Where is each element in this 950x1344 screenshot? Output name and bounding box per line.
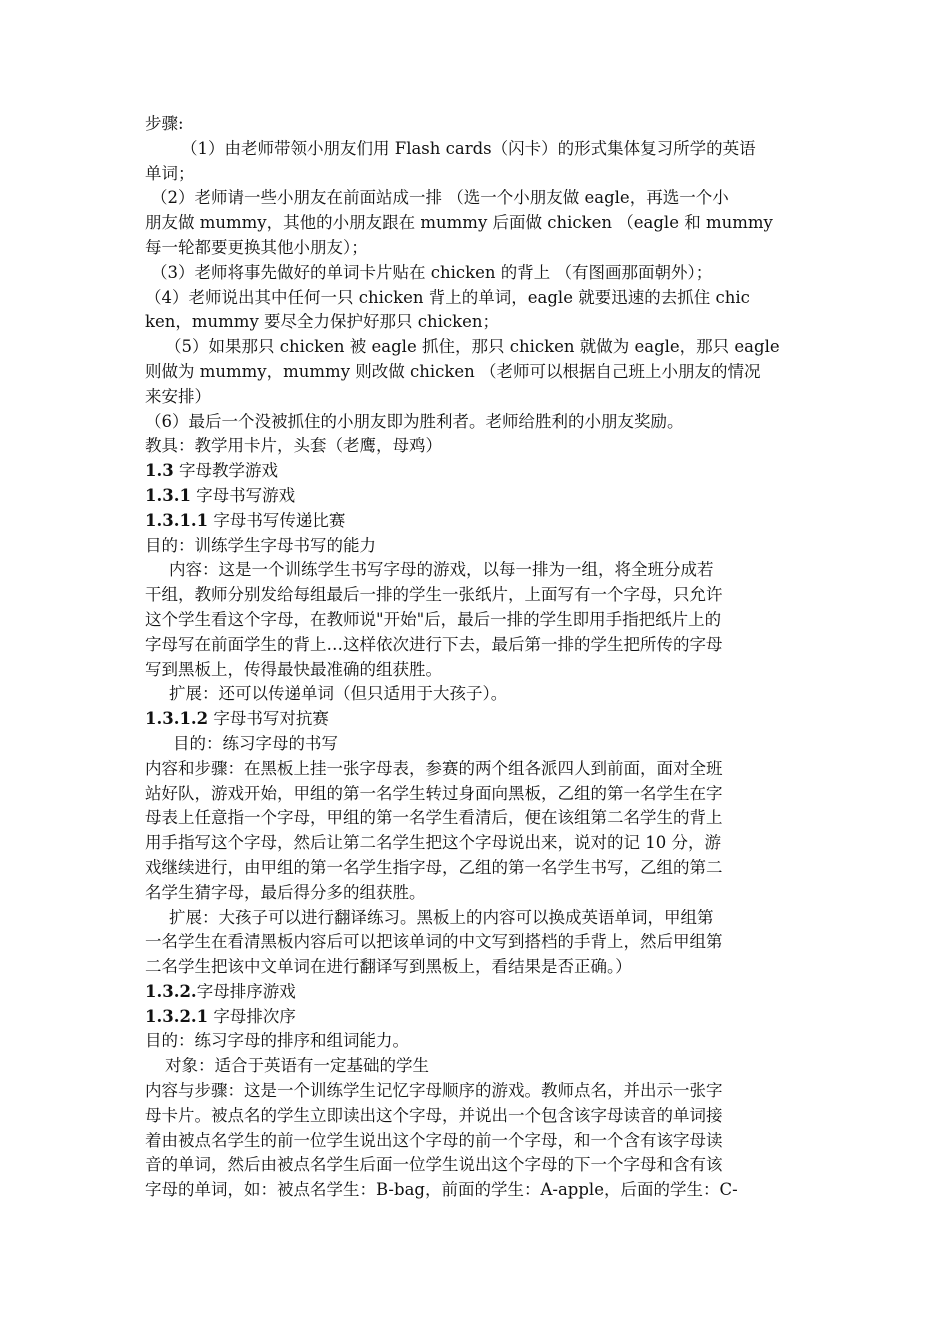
text-line: （6）最后一个没被抓住的小朋友即为胜利者。老师给胜利的小朋友奖励。 <box>145 411 684 431</box>
text-line: 一名学生在看清黑板内容后可以把该单词的中文写到搭档的手背上，然后甲组第 <box>145 932 723 952</box>
text-line: 写到黑板上，传得最快最准确的组获胜。 <box>145 659 442 679</box>
document-body <box>145 112 807 1203</box>
text-line: 目的：练习字母的排序和组词能力。 <box>145 1031 409 1051</box>
section-number: 1.3.1 <box>145 485 191 505</box>
text-line: 内容与步骤：这是一个训练学生记忆字母顺序的游戏。教师点名，并出示一张字 <box>145 1081 723 1101</box>
text-line: 母表上任意指一个字母，甲组的第一名学生看清后，便在该组第二名学生的背上 <box>145 808 723 828</box>
section-heading <box>145 707 807 732</box>
text-line: 名学生猜字母，最后得分多的组获胜。 <box>145 882 426 902</box>
text-line: 目的：训练学生字母书写的能力 <box>145 535 376 555</box>
section-heading <box>145 1005 807 1030</box>
section-number: 1.3.2.1 <box>145 1006 209 1026</box>
text-line: 字母的单词，如：被点名学生：B-bag，前面的学生：A-apple，后面的学生：C- <box>145 1180 738 1200</box>
text-line: （3）老师将事先做好的单词卡片贴在 chicken 的背上 （有图画那面朝外）； <box>151 262 713 282</box>
section-heading <box>145 484 807 509</box>
section-title: 字母书写对抗赛 <box>208 709 329 729</box>
text-line: 音的单词，然后由被点名学生后面一位学生说出这个字母的下一个字母和含有该 <box>145 1155 723 1175</box>
text-line: 每一轮都要更换其他小朋友）； <box>145 237 368 257</box>
text-line: 内容：这是一个训练学生书写字母的游戏，以每一排为一组，将全班分成若 <box>169 560 714 580</box>
section-heading <box>145 980 807 1005</box>
text-line: 戏继续进行，由甲组的第一名学生指字母，乙组的第一名学生书写，乙组的第二 <box>145 857 723 877</box>
text-line: 着由被点名学生的前一位学生说出这个字母的前一个字母，和一个含有该字母读 <box>145 1130 723 1150</box>
text-line: 干组，教师分别发给每组最后一排的学生一张纸片，上面写有一个字母，只允许 <box>145 585 723 605</box>
text-line: 单词； <box>145 163 195 183</box>
text-line: （5）如果那只 chicken 被 eagle 抓住，那只 chicken 就做为 eagle，那只 eagle <box>165 337 780 357</box>
text-line: （4）老师说出其中任何一只 chicken 背上的单词，eagle 就要迅速的去抓住 chic <box>145 287 750 307</box>
text-line: 步骤: <box>145 114 184 133</box>
section-title: 字母排序游戏 <box>196 981 296 1001</box>
text-line: 扩展：大孩子可以进行翻译练习。黑板上的内容可以换成英语单词，甲组第 <box>169 907 714 927</box>
section-number: 1.3.2. <box>145 981 197 1001</box>
section-title: 字母书写游戏 <box>190 485 296 505</box>
section-title: 字母教学游戏 <box>173 461 278 481</box>
section-title: 字母排次序 <box>208 1006 296 1026</box>
text-line: 朋友做 mummy，其他的小朋友跟在 mummy 后面做 chicken （eagle 和 mummy <box>145 213 773 233</box>
text-line: 来安排） <box>145 386 211 406</box>
section-number: 1.3.1.2 <box>145 709 209 729</box>
text-line: 教具：教学用卡片，头套（老鹰，母鸡） <box>145 436 442 456</box>
text-line: ken，mummy 要尽全力保护好那只 chicken； <box>145 312 500 332</box>
text-line: （2）老师请一些小朋友在前面站成一排 （选一个小朋友做 eagle，再选一个小 <box>151 188 729 208</box>
text-line: 站好队，游戏开始，甲组的第一名学生转过身面向黑板，乙组的第一名学生在字 <box>145 783 723 803</box>
text-line: 二名学生把该中文单词在进行翻译写到黑板上，看结果是否正确。） <box>145 957 632 977</box>
text-line: 这个学生看这个字母，在教师说"开始"后，最后一排的学生即用手指把纸片上的 <box>145 609 722 629</box>
text-line: 对象：适合于英语有一定基础的学生 <box>165 1056 429 1076</box>
text-line: 母卡片。被点名的学生立即读出这个字母，并说出一个包含该字母读音的单词接 <box>145 1105 723 1125</box>
section-title: 字母书写传递比赛 <box>208 510 346 530</box>
text-line: （1）由老师带领小朋友们用 Flash cards（闪卡）的形式集体复习所学的英语 <box>181 138 756 158</box>
text-line: 则做为 mummy，mummy 则改做 chicken （老师可以根据自己班上小朋友的情况 <box>145 361 761 381</box>
text-line: 用手指写这个字母，然后让第二名学生把这个字母说出来，说对的记 10 分，游 <box>145 833 721 853</box>
text-line: 扩展：还可以传递单词（但只适用于大孩子）。 <box>169 684 508 704</box>
section-heading <box>145 459 807 484</box>
section-number: 1.3.1.1 <box>145 510 209 530</box>
section-heading <box>145 509 807 534</box>
text-line: 内容和步骤：在黑板上挂一张字母表，参赛的两个组各派四人到前面，面对全班 <box>145 758 723 778</box>
section-number: 1.3 <box>145 461 174 481</box>
text-line: 目的：练习字母的书写 <box>173 733 338 753</box>
text-line: 字母写在前面学生的背上…这样依次进行下去，最后第一排的学生把所传的字母 <box>145 634 723 654</box>
